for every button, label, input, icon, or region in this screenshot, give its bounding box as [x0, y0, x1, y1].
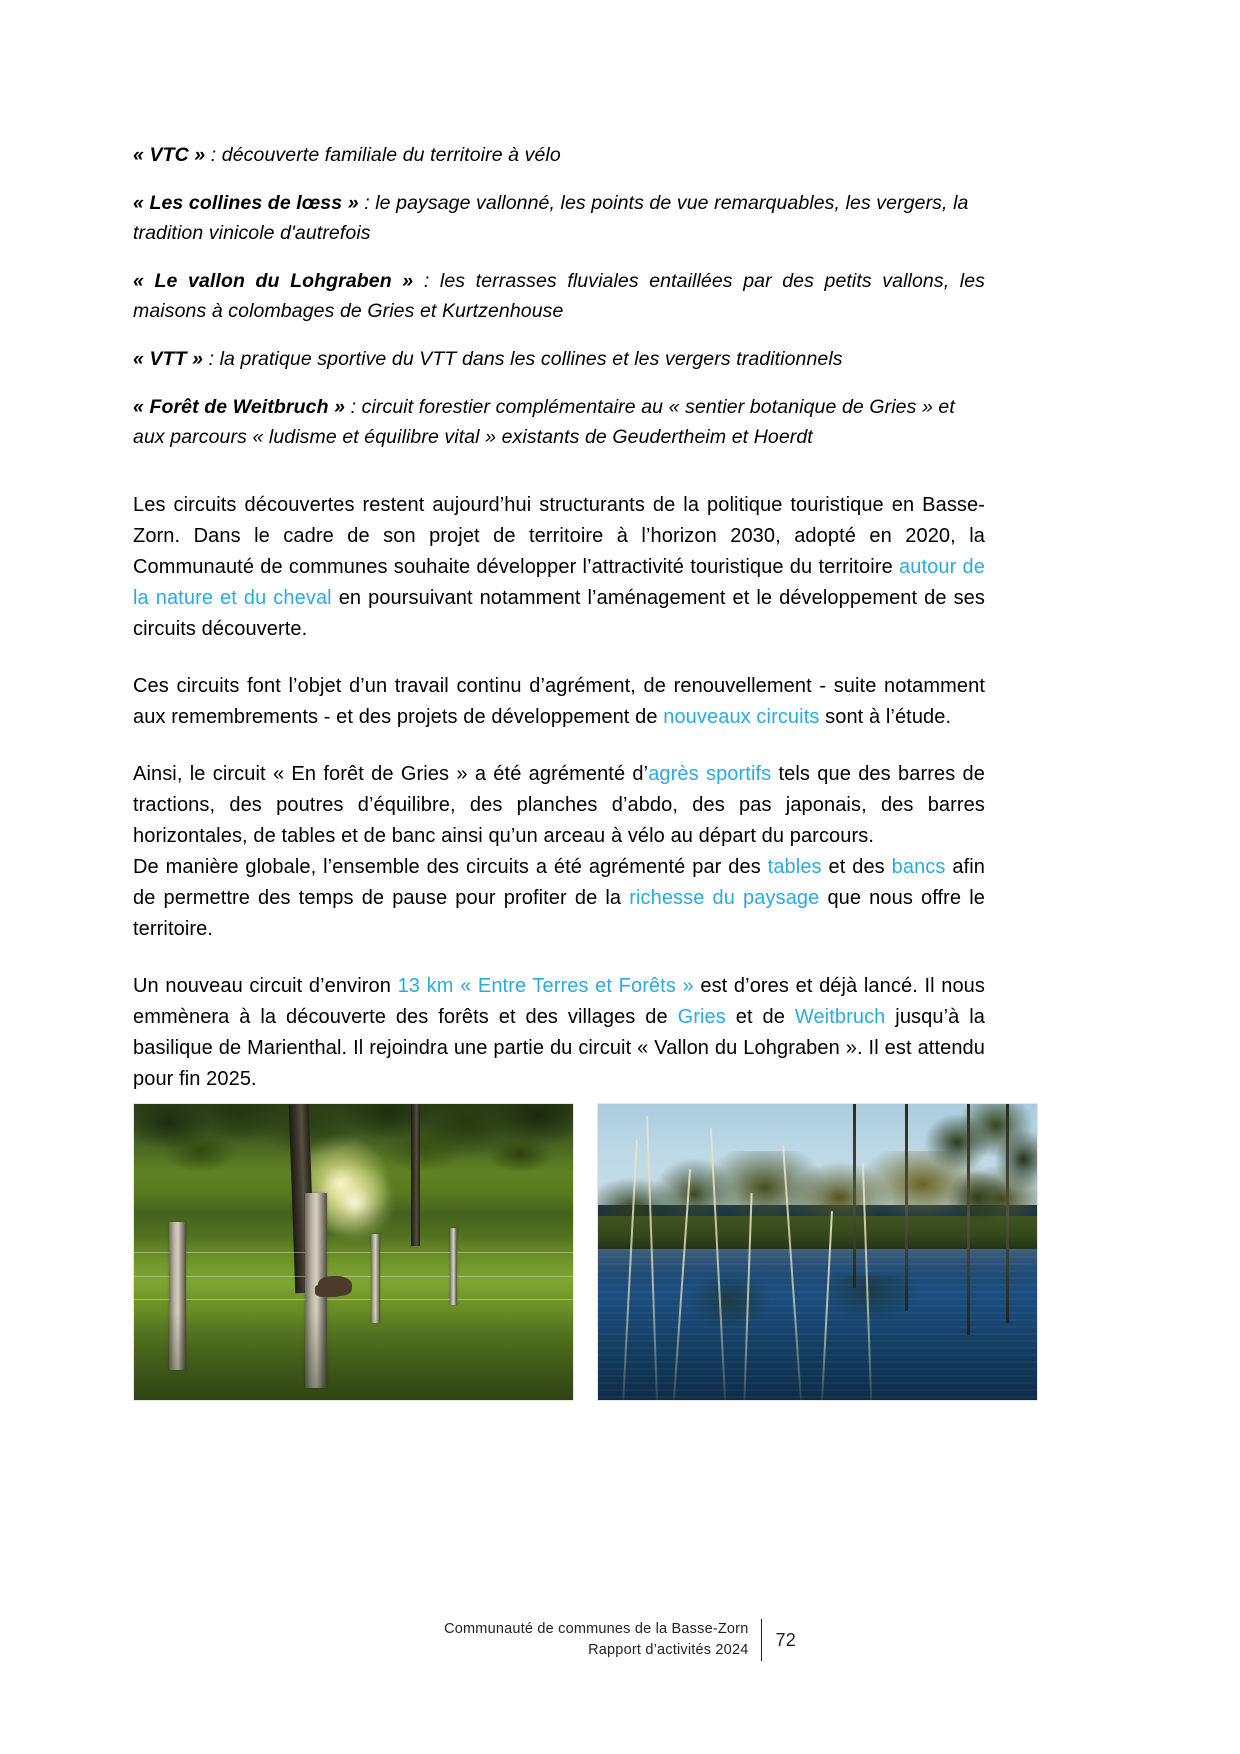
highlight-weitbruch: Weitbruch	[794, 1006, 886, 1028]
foreground-shadow	[134, 1311, 573, 1400]
circuit-lead-vallon-du-lohgraben: « Le vallon du Lohgraben »	[133, 270, 414, 292]
highlight-bancs: bancs	[891, 856, 946, 878]
circuit-lead-vtt: « VTT »	[133, 348, 204, 370]
paragraph-4-text-b: est d’ores et déjà lancé. Il nous emmènera à la découverte des forêts et des villages de	[133, 975, 986, 1028]
paragraph-4-text-d: jusqu’à la basilique de Marienthal. Il rejoindra une partie du circuit « Vallon du Lohgraben ». Il est attendu pour fin 2025.	[133, 1006, 985, 1090]
highlight-tables: tables	[767, 856, 822, 878]
bare-tree-trunk	[853, 1104, 856, 1288]
photo-pond	[597, 1103, 1038, 1401]
footer-organisation	[444, 1619, 761, 1661]
pond-right-grove	[923, 1104, 1037, 1317]
circuit-text-vallon-du-lohgraben: : les terrasses fluviales entaillées par des petits vallons, les maisons à colombages de Gries et Kurtzenhouse	[133, 270, 985, 322]
page-number: 72	[775, 1629, 796, 1650]
pond-image	[598, 1104, 1037, 1400]
circuit-text-vtc: : découverte familiale du territoire à vélo	[205, 144, 561, 166]
circuit-text-collines-de-loess: : le paysage vallonné, les points de vue remarquables, les vergers, la tradition vinicole d'autrefois	[133, 192, 969, 244]
orchard-image	[134, 1104, 573, 1400]
circuit-item-foret-de-weitbruch	[133, 392, 985, 452]
grazing-animal	[318, 1276, 352, 1296]
circuit-item-vtc	[133, 140, 985, 170]
paragraph-3-text-a: Ainsi, le circuit « En forêt de Gries » a été agrémenté d’	[133, 763, 649, 785]
tree-trunk-small	[411, 1104, 420, 1246]
section-spacer	[133, 470, 985, 490]
page-content	[133, 140, 985, 1121]
highlight-nouveaux-circuits: nouveaux circuits	[663, 706, 820, 728]
fence-post	[371, 1234, 380, 1323]
bare-tree-trunk	[967, 1104, 970, 1335]
paragraph-1-text-b: en poursuivant notamment l’aménagement et le développement de ses circuits découverte.	[133, 587, 985, 640]
paragraph-3-text-d: et des	[821, 856, 892, 878]
paragraph-1-text-a: Les circuits découvertes restent aujourd’hui structurants de la politique touristique en Basse-Zorn. Dans le cadre de son projet de territoire à l’horizon 2030, adopté en 2020, la Communauté de communes souhaite développer l’attractivité touristique du territoire	[133, 494, 985, 578]
fence-post	[450, 1228, 457, 1305]
circuit-lead-collines-de-loess: « Les collines de lœss »	[133, 192, 359, 214]
highlight-nature-et-cheval: autour de la nature et du cheval	[133, 556, 985, 609]
circuit-text-vtt: : la pratique sportive du VTT dans les collines et les vergers traditionnels	[203, 348, 843, 370]
fence-wire	[134, 1252, 573, 1253]
highlight-agres-sportifs: agrès sportifs	[648, 763, 772, 785]
footer-line-1: Communauté de communes de la Basse-Zorn	[444, 1621, 749, 1637]
circuit-item-vallon-du-lohgraben	[133, 266, 985, 326]
paragraph-2-text-b: sont à l’étude.	[819, 706, 952, 728]
circuit-text-foret-de-weitbruch: : circuit forestier complémentaire au « sentier botanique de Gries » et aux parcours « ludisme et équilibre vital » existants de Geudertheim et Hoerdt	[133, 396, 955, 448]
paragraph-3-text-f: que nous offre le territoire.	[133, 887, 985, 940]
circuit-item-vtt	[133, 344, 985, 374]
paragraph-3-text-e: afin de permettre des temps de pause pour profiter de la	[133, 856, 985, 909]
fence-wire	[134, 1276, 573, 1277]
circuit-lead-vtc: « VTC »	[133, 144, 206, 166]
footer-line-2: Rapport d’activités 2024	[588, 1642, 749, 1658]
paragraph-3-text-c: De manière globale, l’ensemble des circuits a été agrémenté par des	[133, 856, 768, 878]
paragraph-travail-continu	[133, 671, 985, 733]
paragraph-3-text-b: tels que des barres de tractions, des poutres d’équilibre, des planches d’abdo, des pas japonais, des barres horizontales, de tables et de banc ainsi qu’un arceau à vélo au départ du parcours.	[133, 763, 985, 847]
bare-tree-trunk	[905, 1104, 908, 1311]
photo-row	[133, 1103, 1038, 1401]
photo-orchard	[133, 1103, 574, 1401]
fence-wire	[134, 1299, 573, 1300]
highlight-entre-terres-et-forets: 13 km « Entre Terres et Forêts »	[397, 975, 694, 997]
highlight-gries: Gries	[677, 1006, 726, 1028]
paragraph-2-text-a: Ces circuits font l’objet d’un travail continu d’agrément, de renouvellement - suite notamment aux remembrements - et des projets de développement de	[133, 675, 985, 728]
circuit-lead-foret-de-weitbruch: « Forêt de Weitbruch »	[133, 396, 346, 418]
footer-inner	[444, 1619, 796, 1661]
paragraph-4-text-a: Un nouveau circuit d’environ	[133, 975, 398, 997]
page-footer	[0, 1619, 1240, 1661]
paragraph-circuits-structurants	[133, 490, 985, 645]
paragraph-4-text-c: et de	[725, 1006, 795, 1028]
circuit-item-collines-de-loess	[133, 188, 985, 248]
circuit-description-list	[133, 140, 985, 452]
paragraph-agres-sportifs	[133, 759, 985, 945]
bare-tree-trunk	[1006, 1104, 1009, 1323]
highlight-richesse-du-paysage: richesse du paysage	[629, 887, 820, 909]
paragraph-nouveau-circuit	[133, 971, 985, 1095]
